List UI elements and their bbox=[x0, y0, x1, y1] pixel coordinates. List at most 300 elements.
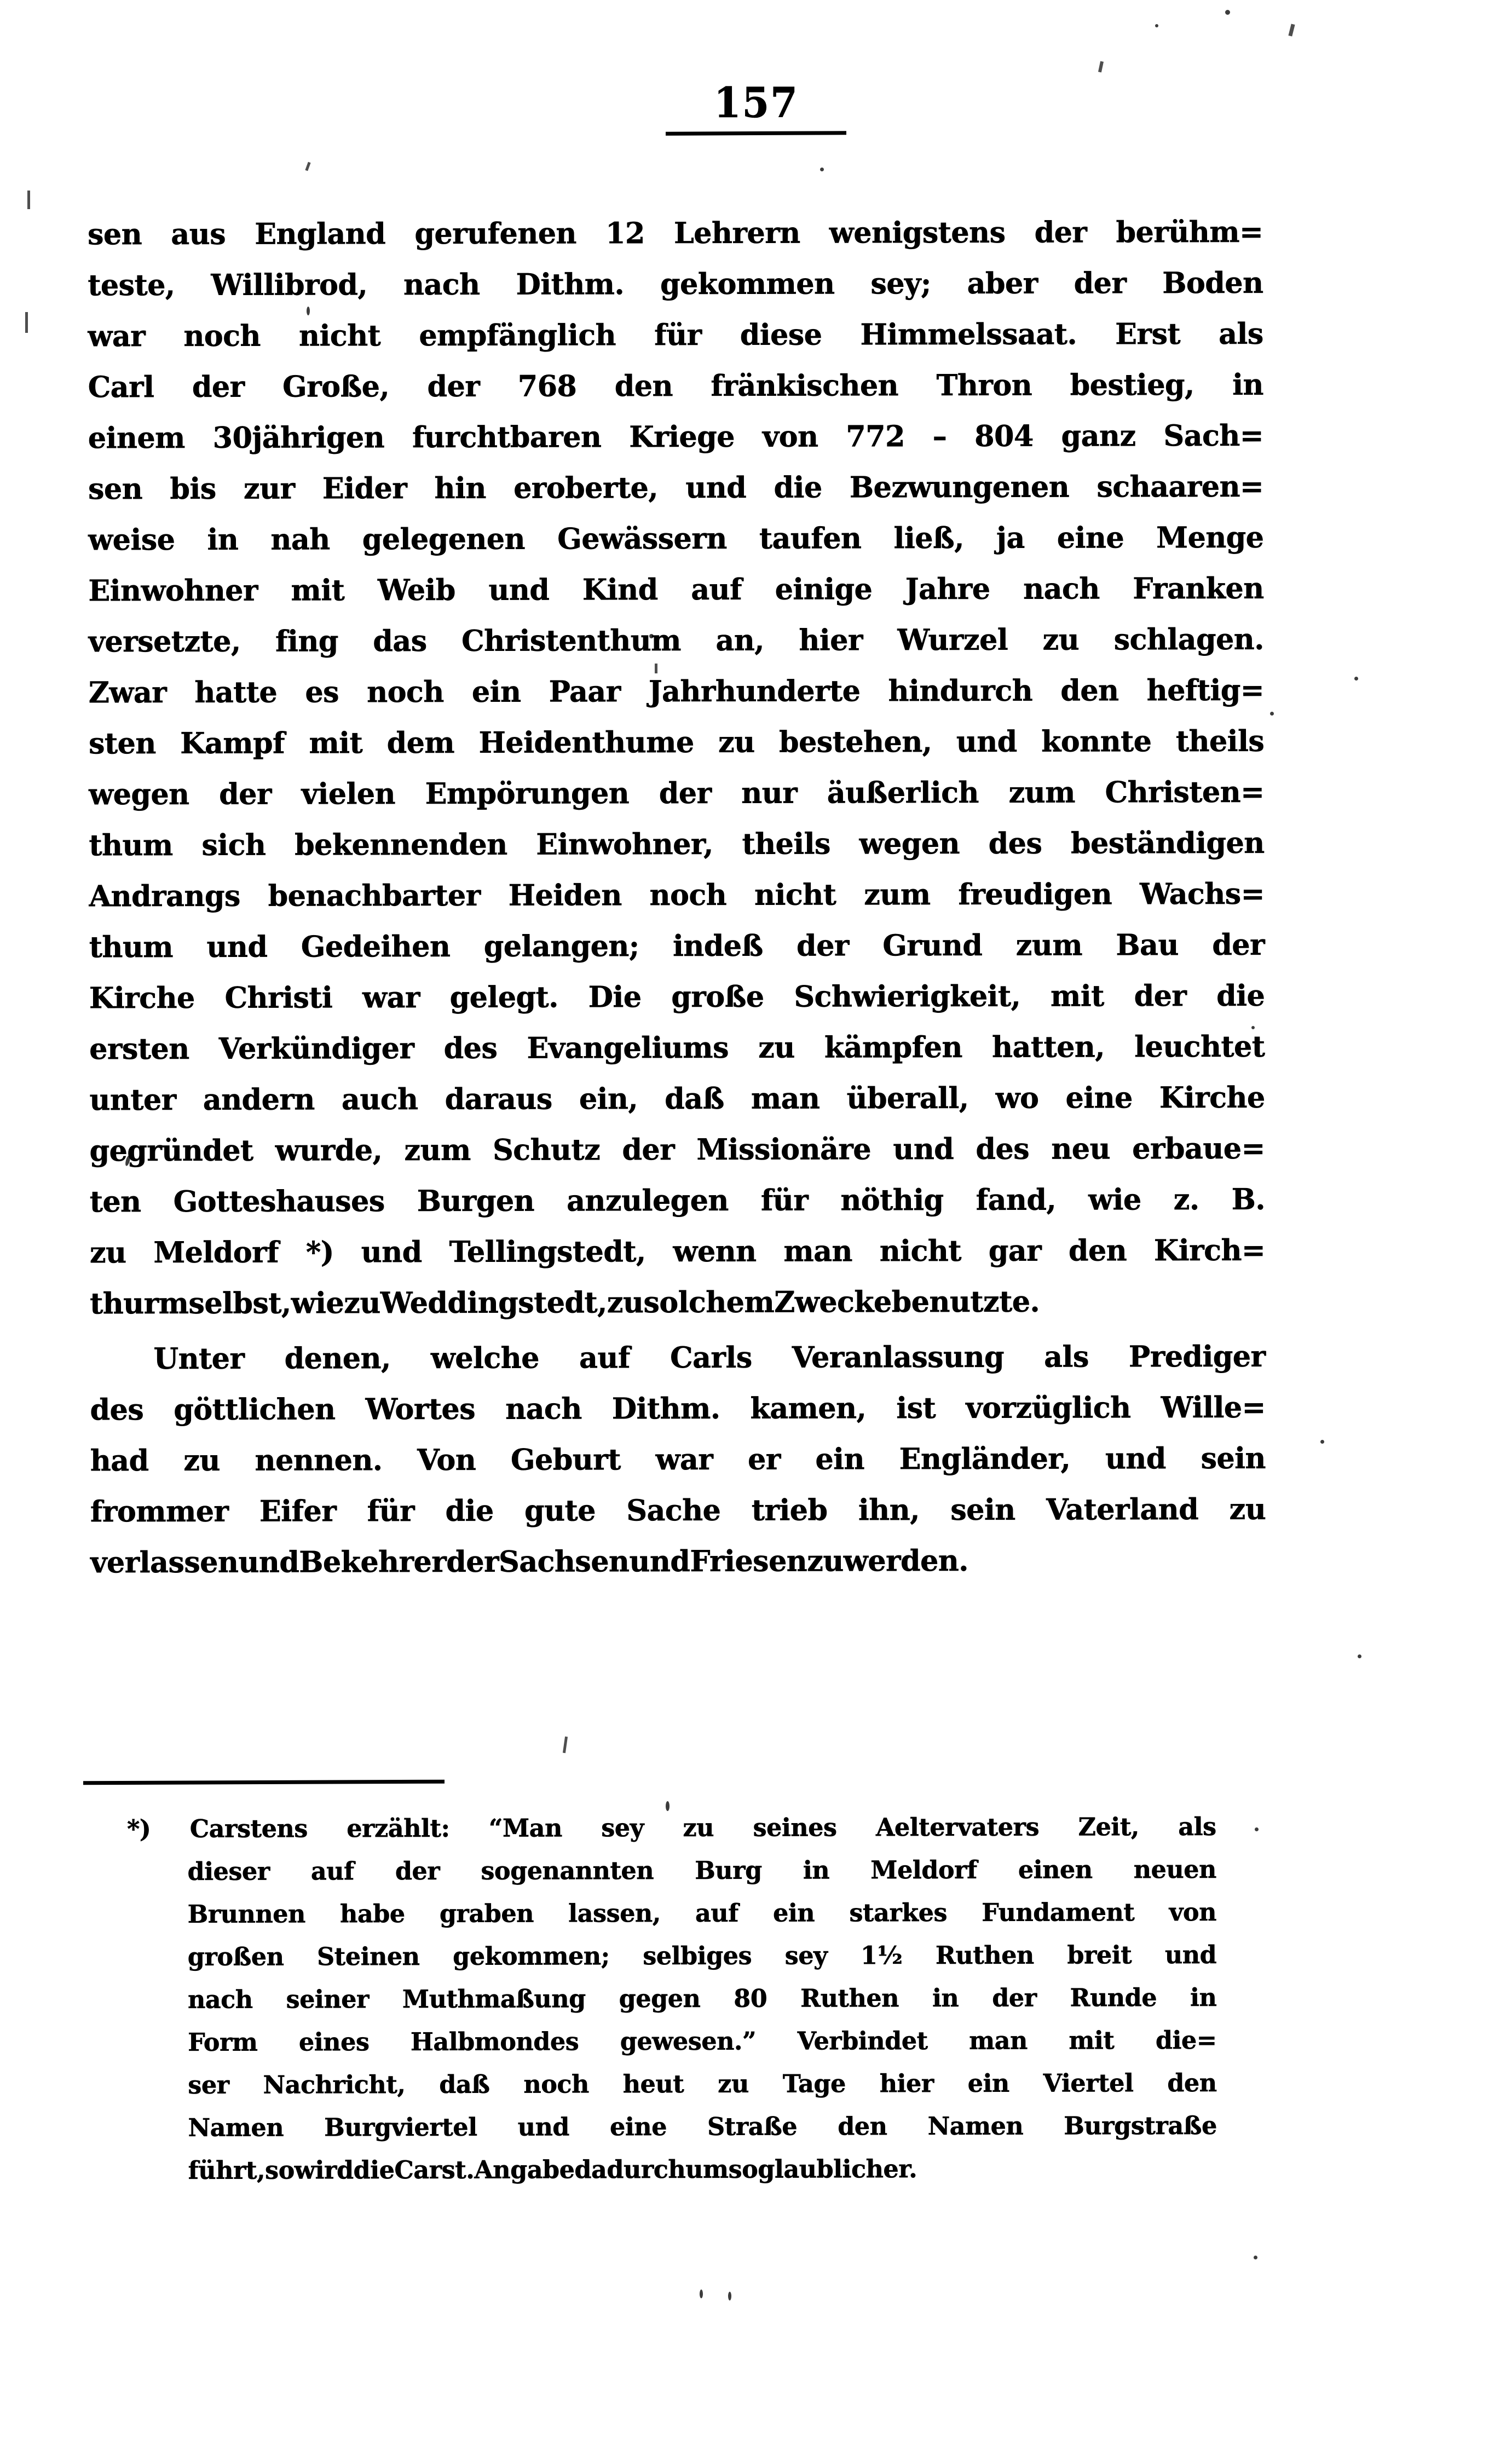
word: Himmelssaat. bbox=[860, 317, 1077, 352]
word: unter bbox=[89, 1082, 176, 1117]
word: lassen, bbox=[568, 1899, 661, 1928]
word: nur bbox=[741, 776, 798, 810]
word: hindurch bbox=[888, 673, 1033, 708]
text-line bbox=[89, 767, 1264, 820]
word: beständigen bbox=[1071, 826, 1265, 861]
word: B. bbox=[1231, 1182, 1266, 1216]
word: Vaterland bbox=[1046, 1492, 1199, 1527]
word: nach bbox=[505, 1392, 582, 1426]
footnote-line bbox=[128, 1976, 1217, 2021]
text-line bbox=[89, 614, 1264, 667]
word: Steinen bbox=[317, 1941, 420, 1971]
footnote-separator bbox=[83, 1780, 445, 1785]
word: ein bbox=[471, 674, 521, 709]
word: für bbox=[654, 318, 702, 353]
word: bestehen, bbox=[779, 725, 932, 759]
word: fränkischen bbox=[711, 368, 899, 403]
word: führt, bbox=[188, 2155, 266, 2185]
word: Kirche bbox=[89, 981, 195, 1016]
scan-speck bbox=[1225, 10, 1230, 15]
word: sey bbox=[601, 1813, 644, 1843]
paragraph-1 bbox=[88, 207, 1283, 1330]
word: auf bbox=[695, 1898, 738, 1928]
scan-speck bbox=[1255, 1827, 1259, 1831]
word: zu bbox=[1042, 622, 1080, 657]
word: werden. bbox=[843, 1543, 969, 1578]
word: gelegt. bbox=[449, 980, 558, 1014]
word: selbst, bbox=[188, 1286, 291, 1320]
word: den bbox=[1167, 2068, 1217, 2098]
word: der bbox=[992, 1983, 1037, 2012]
word: breit bbox=[1067, 1940, 1132, 1970]
word: Evangeliums bbox=[527, 1030, 729, 1065]
word: an, bbox=[715, 623, 765, 658]
scan-speck bbox=[1288, 24, 1295, 36]
word: den bbox=[1068, 1233, 1127, 1268]
word: noch bbox=[649, 878, 727, 913]
word: ein, bbox=[579, 1082, 638, 1116]
word: Kampf bbox=[180, 726, 285, 760]
word: Meldorf bbox=[870, 1855, 977, 1885]
text-line bbox=[89, 1022, 1265, 1075]
text-line bbox=[88, 258, 1263, 311]
word: die bbox=[445, 1493, 494, 1528]
word: benutzte. bbox=[891, 1284, 1040, 1319]
word: vorzüglich bbox=[966, 1391, 1131, 1425]
word: gegründet bbox=[89, 1133, 253, 1168]
word: von bbox=[762, 419, 818, 454]
word: wie bbox=[291, 1286, 344, 1320]
word: des bbox=[976, 1132, 1030, 1166]
word: großen bbox=[187, 1942, 284, 1971]
word: der bbox=[1074, 266, 1127, 301]
word: Namen bbox=[927, 2111, 1024, 2141]
word: als bbox=[1219, 316, 1263, 351]
word: Verkündiger bbox=[218, 1031, 414, 1066]
word: Boden bbox=[1162, 266, 1263, 301]
word: und bbox=[206, 930, 268, 964]
word: Lehrern bbox=[673, 216, 800, 251]
word: konnte bbox=[1041, 724, 1152, 759]
text-line bbox=[90, 1174, 1265, 1227]
word: ein bbox=[967, 2068, 1009, 2098]
text-line bbox=[89, 869, 1265, 922]
word: man bbox=[751, 1081, 820, 1116]
word: theils bbox=[742, 827, 830, 861]
word: dem bbox=[386, 725, 455, 760]
word: Bezwungenen bbox=[849, 470, 1070, 505]
word: die bbox=[774, 470, 822, 505]
word: in bbox=[803, 1855, 830, 1885]
word: Kind bbox=[582, 573, 658, 607]
word: Dithm. bbox=[611, 1391, 720, 1426]
word: noch bbox=[523, 2069, 589, 2099]
word: Aeltervaters bbox=[875, 1812, 1040, 1842]
word: wenn bbox=[673, 1234, 757, 1269]
word: für bbox=[367, 1494, 415, 1529]
word: den bbox=[614, 369, 673, 403]
word: heftig= bbox=[1146, 673, 1265, 708]
word: den bbox=[838, 2112, 887, 2141]
word: wegen bbox=[89, 777, 189, 812]
word: Friesen bbox=[690, 1544, 807, 1578]
word: man bbox=[783, 1234, 853, 1268]
scan-speck bbox=[1354, 677, 1358, 681]
text-line bbox=[88, 512, 1263, 566]
word: nicht bbox=[299, 319, 381, 353]
word: *) bbox=[127, 1814, 151, 1844]
word: Andrangs bbox=[89, 879, 240, 914]
word: Christi bbox=[224, 981, 333, 1015]
word: Namen bbox=[188, 2113, 284, 2142]
word: Wurzel bbox=[897, 622, 1008, 658]
word: Thron bbox=[936, 368, 1032, 403]
word: auf bbox=[310, 1856, 354, 1886]
word: furchtbaren bbox=[412, 420, 602, 455]
word: ser bbox=[188, 2070, 229, 2100]
word: die bbox=[1216, 978, 1265, 1013]
word: vielen bbox=[301, 777, 396, 811]
word: Gotteshauses bbox=[173, 1184, 385, 1219]
word: “Man bbox=[488, 1813, 562, 1843]
word: habe bbox=[340, 1899, 405, 1929]
word: z. bbox=[1173, 1183, 1199, 1217]
word: überall, bbox=[846, 1081, 969, 1116]
text-line bbox=[89, 920, 1265, 973]
scan-speck bbox=[25, 312, 28, 333]
word: der bbox=[219, 777, 272, 811]
word: der bbox=[427, 369, 480, 403]
word: 30jährigen bbox=[212, 420, 385, 455]
word: empfänglich bbox=[419, 318, 616, 353]
word: in bbox=[1232, 367, 1264, 402]
word: der bbox=[446, 1544, 499, 1579]
word: teste, bbox=[88, 268, 175, 303]
word: sten bbox=[88, 726, 156, 761]
word: nicht bbox=[754, 878, 836, 912]
word: graben bbox=[439, 1899, 534, 1928]
word: Schutz bbox=[492, 1133, 601, 1167]
word: war bbox=[362, 981, 420, 1015]
word: mit bbox=[309, 726, 363, 760]
word: Grund bbox=[882, 928, 983, 963]
word: kämpfen bbox=[824, 1030, 962, 1065]
word: Einwohner bbox=[88, 573, 258, 608]
word: wegen bbox=[859, 826, 960, 861]
word: nach bbox=[188, 1985, 253, 2014]
word: daß bbox=[439, 2069, 490, 2099]
word: und bbox=[1105, 1441, 1166, 1476]
word: zu bbox=[344, 1286, 380, 1320]
word: und bbox=[1164, 1940, 1217, 1970]
word: der bbox=[395, 1856, 440, 1886]
word: denen, bbox=[284, 1341, 391, 1376]
word: einem bbox=[88, 420, 185, 455]
word: war bbox=[88, 319, 146, 354]
scan-speck bbox=[563, 1737, 568, 1753]
text-line bbox=[88, 411, 1263, 464]
word: theils bbox=[1175, 724, 1265, 759]
word: 768 bbox=[517, 369, 577, 403]
text-line bbox=[90, 1433, 1266, 1486]
word: von bbox=[1169, 1897, 1217, 1927]
word: ja bbox=[996, 521, 1025, 555]
word: Wachs= bbox=[1140, 876, 1265, 912]
word: sey bbox=[784, 1941, 828, 1970]
word: nach bbox=[403, 267, 480, 302]
word: dieser bbox=[187, 1856, 270, 1886]
word: sich bbox=[201, 828, 266, 862]
word: fing bbox=[275, 624, 338, 659]
text-line bbox=[90, 1225, 1265, 1278]
word: – bbox=[932, 419, 947, 454]
word: Burgstraße bbox=[1064, 2110, 1217, 2141]
text-line bbox=[90, 1484, 1266, 1537]
word: nennen. bbox=[255, 1443, 383, 1478]
word: und bbox=[956, 724, 1017, 759]
word: wird bbox=[294, 2155, 354, 2185]
word: Burgviertel bbox=[324, 2112, 477, 2142]
word: der bbox=[622, 1133, 675, 1167]
word: ihn, bbox=[858, 1493, 920, 1527]
word: zu bbox=[807, 1544, 844, 1578]
word: 1½ bbox=[861, 1941, 903, 1970]
word: und bbox=[685, 470, 747, 505]
word: leuchtet bbox=[1134, 1029, 1265, 1064]
word: ließ, bbox=[893, 521, 964, 556]
word: Sach= bbox=[1163, 418, 1264, 453]
word: nah bbox=[270, 522, 330, 557]
word: zu bbox=[758, 1030, 795, 1065]
word: Zeit, bbox=[1078, 1812, 1139, 1842]
word: eine bbox=[1057, 521, 1124, 555]
word: gelangen; bbox=[483, 929, 639, 964]
word: Meldorf bbox=[153, 1235, 279, 1270]
footnote-line bbox=[127, 1848, 1216, 1893]
word: selbiges bbox=[643, 1941, 752, 1971]
word: benachbarter bbox=[268, 878, 481, 913]
word: nöthig bbox=[840, 1183, 944, 1218]
word: so bbox=[265, 2155, 295, 2185]
word: Sache bbox=[626, 1493, 721, 1528]
word: 804 bbox=[974, 419, 1034, 453]
word: nach bbox=[1023, 572, 1100, 606]
word: trieb bbox=[751, 1493, 828, 1527]
footnote-line bbox=[127, 1934, 1216, 1979]
word: hier bbox=[879, 2069, 934, 2098]
footnote-line bbox=[128, 2104, 1217, 2149]
word: und bbox=[629, 1544, 690, 1579]
word: thurm bbox=[90, 1286, 189, 1321]
text-line bbox=[89, 716, 1264, 769]
word: gewesen.” bbox=[620, 2026, 757, 2056]
text-line bbox=[88, 360, 1263, 413]
word: zu bbox=[718, 2069, 749, 2098]
word: zu bbox=[718, 725, 755, 759]
word: Schwierigkeit, bbox=[794, 979, 1021, 1014]
word: Kriege bbox=[629, 419, 735, 454]
word: wo bbox=[995, 1081, 1039, 1115]
word: neu bbox=[1051, 1132, 1111, 1166]
word: diese bbox=[740, 318, 822, 352]
word: eine bbox=[610, 2112, 667, 2142]
word: daraus bbox=[445, 1082, 552, 1116]
word: bestieg, bbox=[1070, 368, 1194, 402]
word: Gewässern bbox=[557, 521, 727, 556]
word: Carst. bbox=[394, 2155, 475, 2185]
word: Carls bbox=[670, 1340, 752, 1375]
word: Große, bbox=[282, 370, 390, 404]
word: Gedeihen bbox=[301, 929, 451, 964]
text-line bbox=[90, 1535, 1266, 1588]
word: erbaue= bbox=[1132, 1131, 1265, 1166]
word: so bbox=[728, 2154, 758, 2184]
word: Nachricht, bbox=[263, 2070, 406, 2100]
word: Franken bbox=[1133, 571, 1264, 606]
footnote-line bbox=[128, 2062, 1217, 2107]
footnote-line bbox=[127, 1806, 1216, 1850]
word: zu bbox=[89, 1236, 126, 1270]
text-line bbox=[88, 462, 1263, 515]
word: Engländer, bbox=[899, 1441, 1071, 1477]
footnote-line bbox=[127, 1891, 1216, 1936]
text-line bbox=[89, 1072, 1265, 1126]
word: taufen bbox=[759, 521, 862, 556]
word: solchem bbox=[643, 1285, 775, 1320]
scan-speck bbox=[1320, 1440, 1324, 1444]
word: man bbox=[969, 2026, 1028, 2055]
word: 772 bbox=[846, 419, 905, 454]
word: Straße bbox=[707, 2112, 798, 2141]
word: gekommen; bbox=[453, 1941, 610, 1971]
word: sey; bbox=[870, 267, 931, 301]
word: Angabe bbox=[474, 2155, 575, 2184]
word: Halbmondes bbox=[410, 2027, 579, 2057]
word: Verbindet bbox=[797, 2026, 928, 2056]
scan-speck bbox=[728, 2292, 731, 2300]
word: thum bbox=[89, 930, 174, 965]
word: Ruthen bbox=[935, 1940, 1034, 1970]
scan-speck bbox=[305, 162, 310, 171]
word: war bbox=[655, 1442, 713, 1477]
word: Heidenthume bbox=[478, 725, 694, 760]
word: erzählt: bbox=[347, 1813, 450, 1843]
word: berühm= bbox=[1116, 215, 1263, 250]
text-line bbox=[90, 1276, 1265, 1329]
word: in bbox=[1190, 1982, 1217, 2012]
text-line bbox=[90, 1331, 1265, 1385]
word: schaaren= bbox=[1097, 469, 1264, 504]
body-text bbox=[88, 207, 1284, 1589]
word: Kirche bbox=[1159, 1080, 1265, 1115]
word: Kirch= bbox=[1153, 1233, 1266, 1268]
word: bis bbox=[170, 471, 216, 506]
word: Geburt bbox=[510, 1443, 621, 1477]
word: Unter bbox=[153, 1341, 245, 1376]
word: noch bbox=[367, 674, 444, 710]
paragraph-2 bbox=[90, 1331, 1284, 1589]
word: indeß bbox=[672, 929, 763, 964]
word: Die bbox=[588, 980, 642, 1014]
word: um bbox=[685, 2154, 729, 2184]
word: hier bbox=[799, 623, 863, 658]
word: in bbox=[932, 1983, 959, 2013]
word: der bbox=[1034, 215, 1087, 250]
word: einen bbox=[1018, 1855, 1093, 1884]
word: glaublicher. bbox=[758, 2154, 917, 2184]
word: wie bbox=[1088, 1183, 1141, 1217]
word: als bbox=[1178, 1812, 1216, 1842]
text-line bbox=[90, 1123, 1265, 1177]
word: Willibrod, bbox=[211, 268, 368, 302]
word: mit bbox=[1069, 2026, 1115, 2055]
word: dadurch bbox=[574, 2154, 686, 2184]
word: und bbox=[893, 1132, 954, 1167]
word: seiner bbox=[286, 1985, 370, 2014]
word: Sachsen bbox=[499, 1544, 630, 1579]
word: Eider bbox=[322, 471, 407, 506]
word: Jahrhunderte bbox=[648, 674, 861, 709]
word: Paar bbox=[549, 674, 621, 709]
text-line bbox=[89, 971, 1265, 1024]
text-line bbox=[90, 1382, 1265, 1435]
word: wenigstens bbox=[829, 215, 1006, 250]
word: der bbox=[192, 370, 245, 404]
word: große bbox=[671, 979, 764, 1014]
word: gar bbox=[988, 1233, 1042, 1268]
word: gelegenen bbox=[362, 522, 526, 557]
word: Brunnen bbox=[187, 1899, 305, 1929]
word: hin bbox=[434, 471, 486, 505]
word: Jahre bbox=[905, 572, 990, 607]
word: hatte bbox=[194, 675, 278, 710]
word: als bbox=[1044, 1340, 1089, 1374]
word: zu bbox=[1229, 1492, 1266, 1526]
word: noch bbox=[183, 319, 261, 353]
word: aus bbox=[171, 217, 226, 251]
word: Von bbox=[417, 1443, 476, 1478]
word: gekommen bbox=[660, 267, 835, 302]
text-line bbox=[89, 665, 1264, 718]
word: zu bbox=[683, 1813, 714, 1842]
word: andern bbox=[203, 1082, 315, 1117]
word: Heiden bbox=[508, 878, 622, 913]
word: Bekehrer bbox=[299, 1544, 447, 1579]
page-header bbox=[0, 78, 1512, 135]
word: zum bbox=[1008, 775, 1076, 810]
word: daß bbox=[665, 1081, 724, 1116]
word: had bbox=[90, 1444, 149, 1478]
word: versetzte, bbox=[88, 624, 241, 659]
word: thum bbox=[89, 828, 173, 863]
word: und bbox=[517, 2112, 570, 2142]
word: freudigen bbox=[958, 877, 1112, 912]
scan-speck bbox=[27, 191, 30, 209]
word: Veranlassung bbox=[792, 1340, 1005, 1375]
footnote-line bbox=[128, 2147, 1217, 2192]
word: zum bbox=[1015, 928, 1083, 962]
word: das bbox=[373, 624, 427, 659]
footnote-line bbox=[128, 2019, 1217, 2064]
word: ersten bbox=[89, 1031, 189, 1066]
word: und bbox=[361, 1235, 422, 1270]
word: ten bbox=[89, 1185, 141, 1219]
word: Prediger bbox=[1128, 1339, 1266, 1374]
word: England bbox=[255, 217, 386, 251]
text-line bbox=[88, 563, 1263, 616]
word: Christen= bbox=[1105, 775, 1265, 810]
word: nicht bbox=[879, 1233, 962, 1268]
